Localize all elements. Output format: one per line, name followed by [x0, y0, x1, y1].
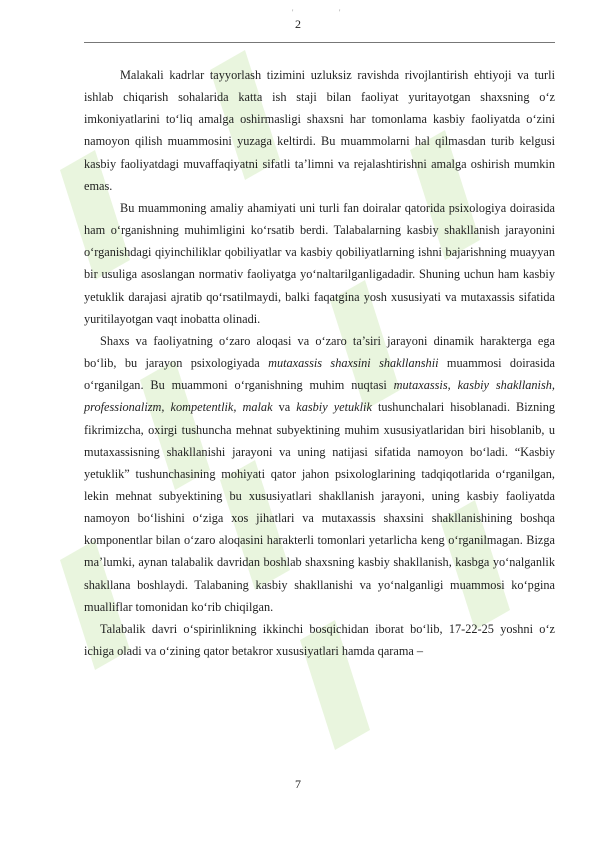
paragraph: [84, 330, 555, 618]
italic-term: kasbiy yetuklik: [296, 400, 372, 415]
paragraph: [84, 197, 555, 330]
text-run: Talabalik davri o‘spirinlikning ikkinchi bosqichidan iborat bo‘lib, 17-22-25 yoshni o‘z ichiga oladi va o‘zining qator betakror xususiyatlari hamda qarama –: [84, 621, 555, 659]
document-body: [84, 64, 555, 662]
text-run: tushunchalari hisoblanadi. Bizning fikrimizcha, oxirgi tushuncha mehnat subyektining muhim xususiyatlaridan biri hisoblanib, u mutaxassisning shakllanishi jarayoni va uning natijasi sifatida namoyon bo‘ladi. “Kasbiy yetuklik” tushunchasining mohiyati qator jahon psixologlarining tadqiqotlarida o‘rganilgan, lekin mehnat subyektining bu xususiyatlari shakllanish jarayoni, uning kasbiy faoliyatda namoyon bo‘lishini o‘ziga xos jihatlari va mutaxassis shaxsini shakllanishining boshqa komponentlar bilan o‘zaro aloqasini harakterli tomonlari yetarlicha keng o‘rganilmagan. Bizga ma’lumki, aynan talabalik davridan boshlab shaxsning kasbiy shakllanish, kasbga yo‘nalganlik shakllana boshlaydi. Talabaning kasbiy shakllanishi va yo‘nalganligi muammosi ko‘pgina mualliflar tomonidan ko‘rib chiqilgan.: [84, 400, 555, 614]
paragraph: [84, 618, 555, 662]
paragraph: [84, 64, 555, 197]
header-rule: [84, 42, 555, 43]
header-mark-left: ': [292, 8, 294, 17]
text-run: muammosi doirasida o‘rganilgan. Bu muammoni o‘rganishning muhim nuqtasi: [84, 356, 555, 393]
text-run: va: [272, 400, 297, 415]
page-number-bottom: 7: [295, 777, 301, 791]
page-number-top: 2: [295, 17, 301, 31]
text-run: Shaxs va faoliyatning o‘zaro aloqasi va o‘zaro ta’siri jarayoni dinamik harakterga ega bo‘lib, bu jarayon psixologiyada: [84, 333, 555, 371]
text-run: Malakali kadrlar tayyorlash tizimini uzluksiz ravishda rivojlantirish ehtiyoji va turli ishlab chiqarish sohalarida katta ish staji bilan faoliyat yuritayotgan shaxsning o‘z imkoniyatlarini to‘liq amalga oshirmasligi shaxsni har tomonlama kasbiy faoliyatda o‘zini namoyon qilish muammosini yuzaga keltirdi. Bu muammolarni hal qilmasdan turib kelgusi kasbiy faoliyatdagi muvaffaqiyatni sifatli ta’limni va rejalashtirishni amalga oshirish mumkin emas.: [84, 68, 555, 193]
header-mark-right: ': [339, 8, 341, 17]
text-run: Bu muammoning amaliy ahamiyati uni turli fan doiralar qatorida psixologiya doirasida ham o‘rganishning muhimligini ko‘rsatib berdi. Talabalarning kasbiy shakllanish jarayonini o‘rganishdagi qiyinchiliklar qobiliyatlar va kasbiy qobiliyatlarning ishni bajarishning muayyan bir usuliga asoslangan normativ faoliyatga yo‘naltarilganligadadir. Shuning uchun ham kasbiy yetuklik darajasi ajratib qo‘rsatilmaydi, balki faqatgina yosh xususiyati va mutaxassis sifatida yuritilayotgan vaqt inobatta olinadi.: [84, 200, 555, 326]
italic-term: mutaxassis shaxsini shakllanshii: [268, 356, 439, 371]
italic-term: mutaxassis, kasbiy shakllanish, professionalizm, kompetentlik, malak: [84, 378, 555, 415]
